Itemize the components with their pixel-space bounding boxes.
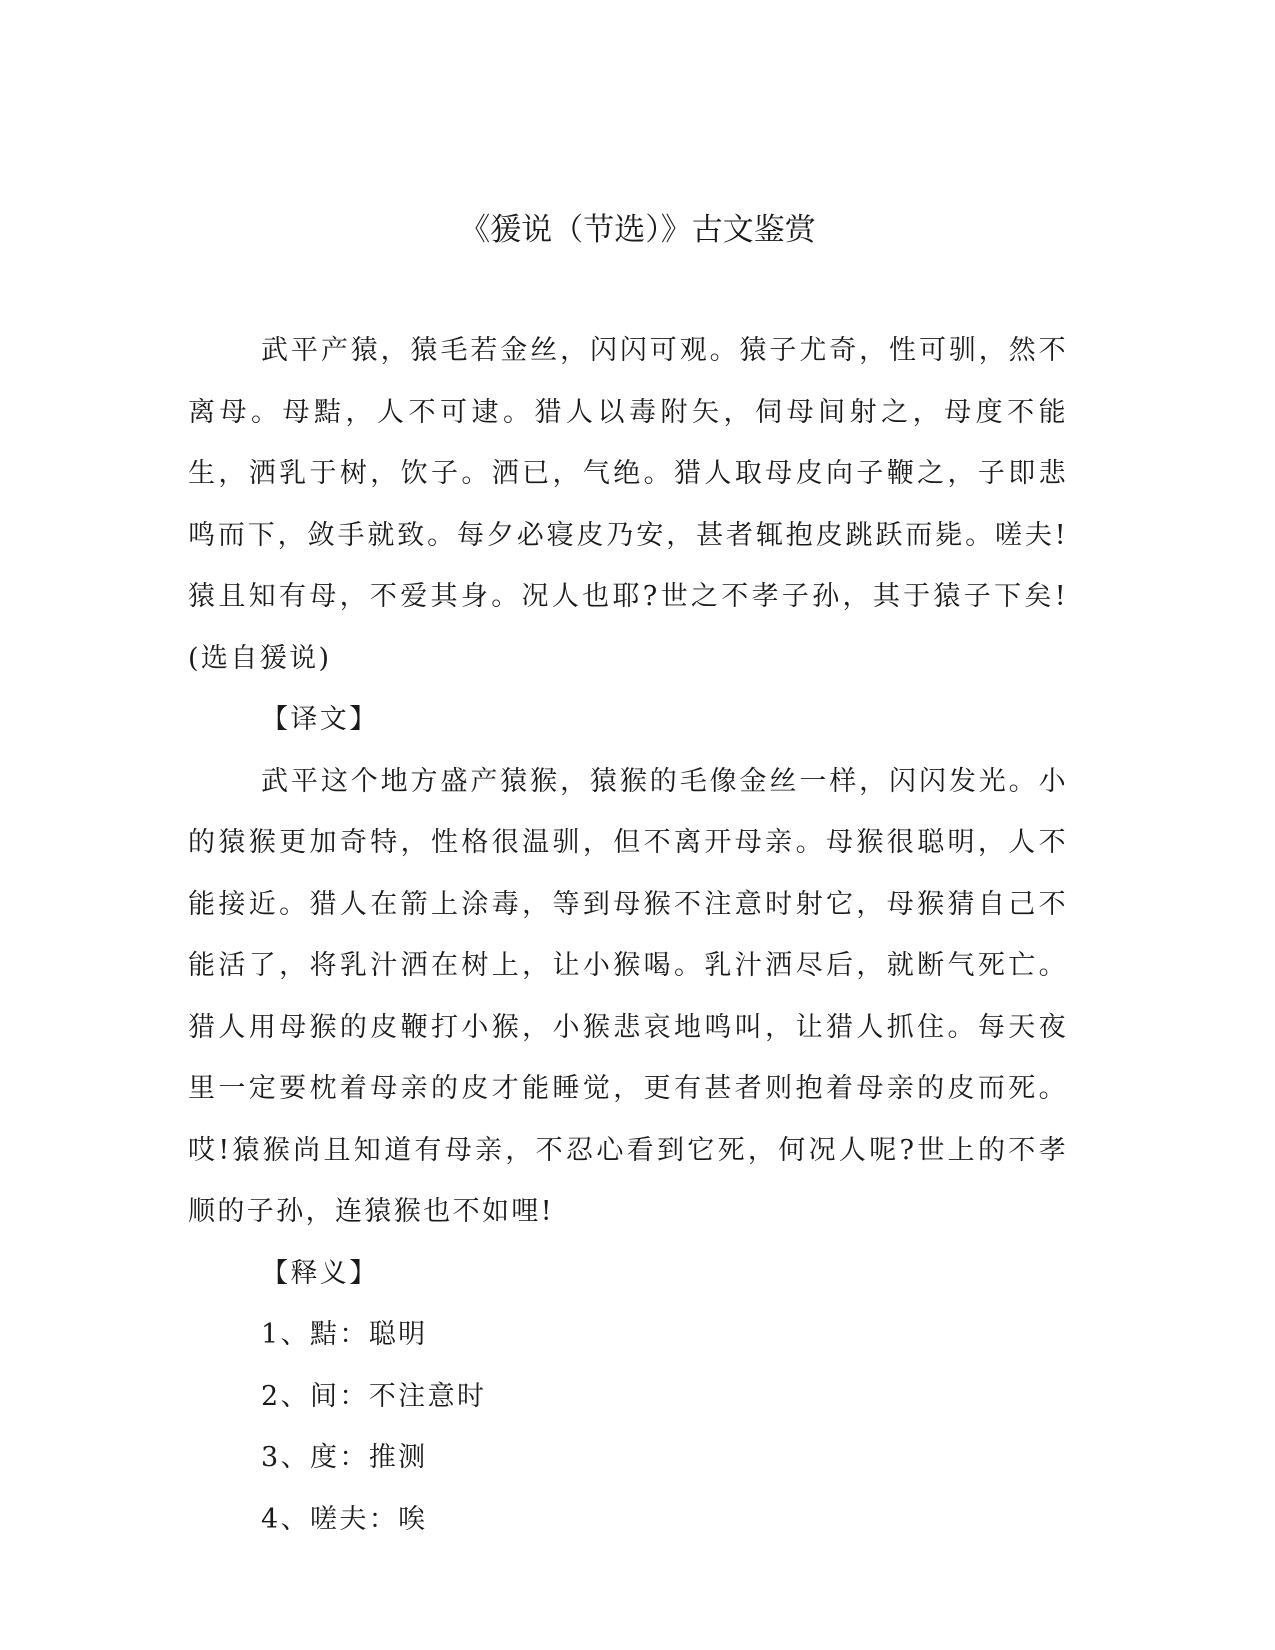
glossary-heading: 【释义】 [261, 1257, 379, 1289]
original-text-paragraph: 武平产猿，猿毛若金丝，闪闪可观。猿子尤奇，性可驯，然不离母。母黠，人不可逮。猎人以毒附矢，伺母间射之，母度不能生，洒乳于树，饮子。洒已，气绝。猎人取母皮向子鞭之，子即悲鸣而下，敛手就致。每夕必寝皮乃安，甚者辄抱皮跳跃而毙。嗟夫!猿且知有母，不爱其身。况人也耶?世之不孝子孙，其于猿子下矣!(选自猨说) [188, 335, 1068, 674]
glossary-item: 4、嗟夫：唉 [261, 1503, 428, 1535]
document-body [188, 320, 1068, 1550]
translation-paragraph: 武平这个地方盛产猿猴，猿猴的毛像金丝一样，闪闪发光。小的猿猴更加奇特，性格很温驯，但不离开母亲。母猴很聪明，人不能接近。猎人在箭上涂毒，等到母猴不注意时射它，母猴猜自己不能活了，将乳汁洒在树上，让小猴喝。乳汁洒尽后，就断气死亡。猎人用母猴的皮鞭打小猴，小猴悲哀地鸣叫，让猎人抓住。每天夜里一定要枕着母亲的皮才能睡觉，更有甚者则抱着母亲的皮而死。哎!猿猴尚且知道有母亲，不忍心看到它死，何况人呢?世上的不孝顺的子孙，连猿猴也不如哩! [188, 765, 1068, 1227]
glossary-item: 3、度：推测 [261, 1442, 428, 1473]
glossary-item: 1、黠：聪明 [261, 1319, 428, 1350]
glossary-item: 2、间：不注意时 [261, 1380, 487, 1412]
page-title: 《猨说（节选）》古文鉴赏 [459, 212, 816, 248]
translation-heading: 【译文】 [261, 704, 379, 735]
